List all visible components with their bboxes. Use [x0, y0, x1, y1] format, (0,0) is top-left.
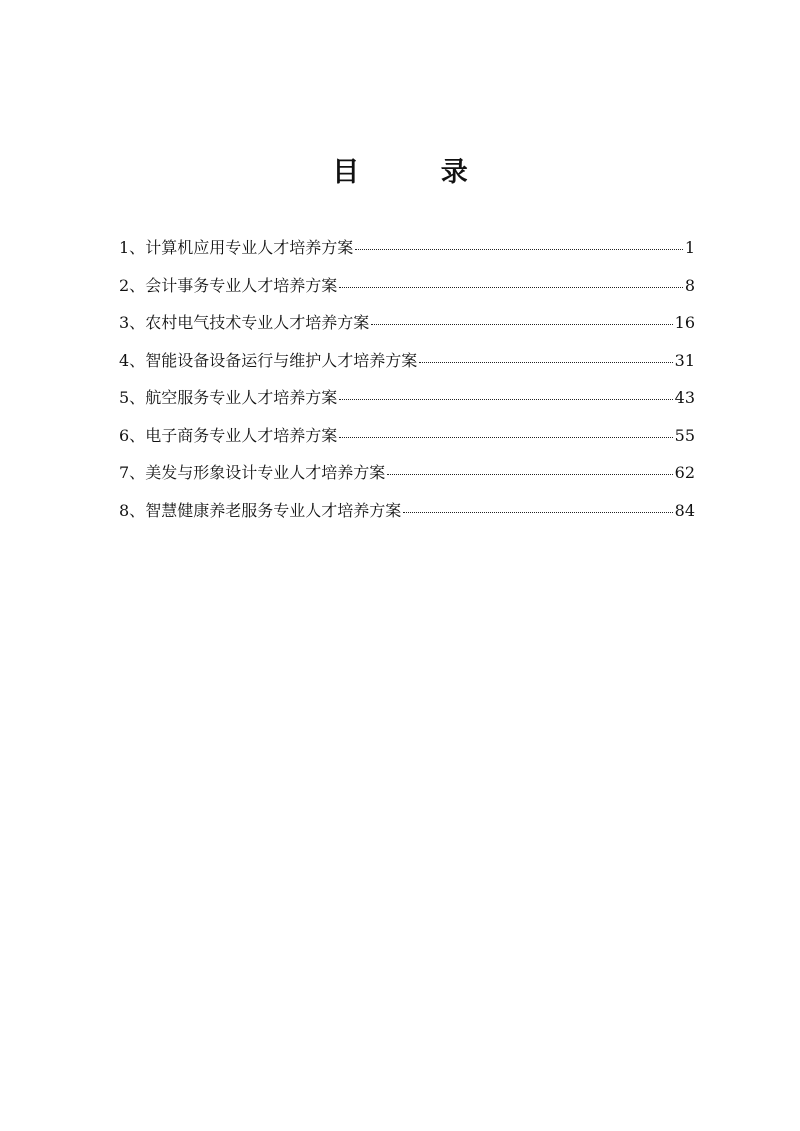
toc-entry-title: 智能设备设备运行与维护人才培养方案 — [145, 350, 418, 370]
toc-entry-page: 55 — [674, 425, 695, 445]
toc-entry-page: 43 — [674, 388, 695, 407]
toc-list — [119, 235, 695, 535]
toc-entry-number: 4、 — [119, 350, 146, 370]
toc-entry-number: 5、 — [119, 388, 146, 407]
toc-entry-page: 1 — [684, 238, 695, 257]
toc-entry-number: 7、 — [119, 463, 146, 482]
toc-entry[interactable] — [119, 273, 695, 311]
toc-entry-title: 智慧健康养老服务专业人才培养方案 — [145, 500, 402, 520]
toc-dot-leader — [387, 474, 672, 475]
toc-entry-page: 8 — [684, 275, 695, 295]
toc-entry[interactable] — [119, 348, 695, 386]
toc-dot-leader — [371, 324, 672, 325]
toc-dot-leader — [339, 287, 683, 288]
toc-entry-number: 6、 — [119, 425, 146, 445]
toc-entry[interactable] — [119, 385, 695, 423]
toc-entry-number: 1、 — [119, 238, 146, 257]
toc-dot-leader — [339, 437, 672, 438]
toc-entry-page: 31 — [674, 350, 695, 370]
toc-entry-title: 计算机应用专业人才培养方案 — [145, 238, 354, 257]
toc-entry-number: 3、 — [119, 313, 146, 332]
toc-entry-page: 16 — [674, 313, 695, 332]
toc-entry-title: 航空服务专业人才培养方案 — [145, 388, 338, 407]
toc-entry[interactable] — [119, 498, 695, 536]
toc-dot-leader — [339, 399, 672, 400]
toc-dot-leader — [355, 249, 683, 250]
toc-entry-title: 美发与形象设计专业人才培养方案 — [145, 463, 386, 482]
toc-entry[interactable] — [119, 235, 695, 273]
toc-entry-title: 电子商务专业人才培养方案 — [145, 425, 338, 445]
toc-entry-page: 84 — [674, 500, 695, 520]
toc-entry-number: 2、 — [119, 275, 146, 295]
toc-dot-leader — [419, 362, 672, 363]
toc-entry-number: 8、 — [119, 500, 146, 520]
toc-entry-title: 会计事务专业人才培养方案 — [145, 275, 338, 295]
toc-entry-page: 62 — [674, 463, 695, 482]
toc-entry[interactable] — [119, 423, 695, 461]
toc-title: 目 录 — [332, 157, 504, 188]
toc-entry-title: 农村电气技术专业人才培养方案 — [145, 313, 370, 332]
toc-dot-leader — [403, 512, 672, 513]
toc-entry[interactable] — [119, 460, 695, 498]
toc-entry[interactable] — [119, 310, 695, 348]
